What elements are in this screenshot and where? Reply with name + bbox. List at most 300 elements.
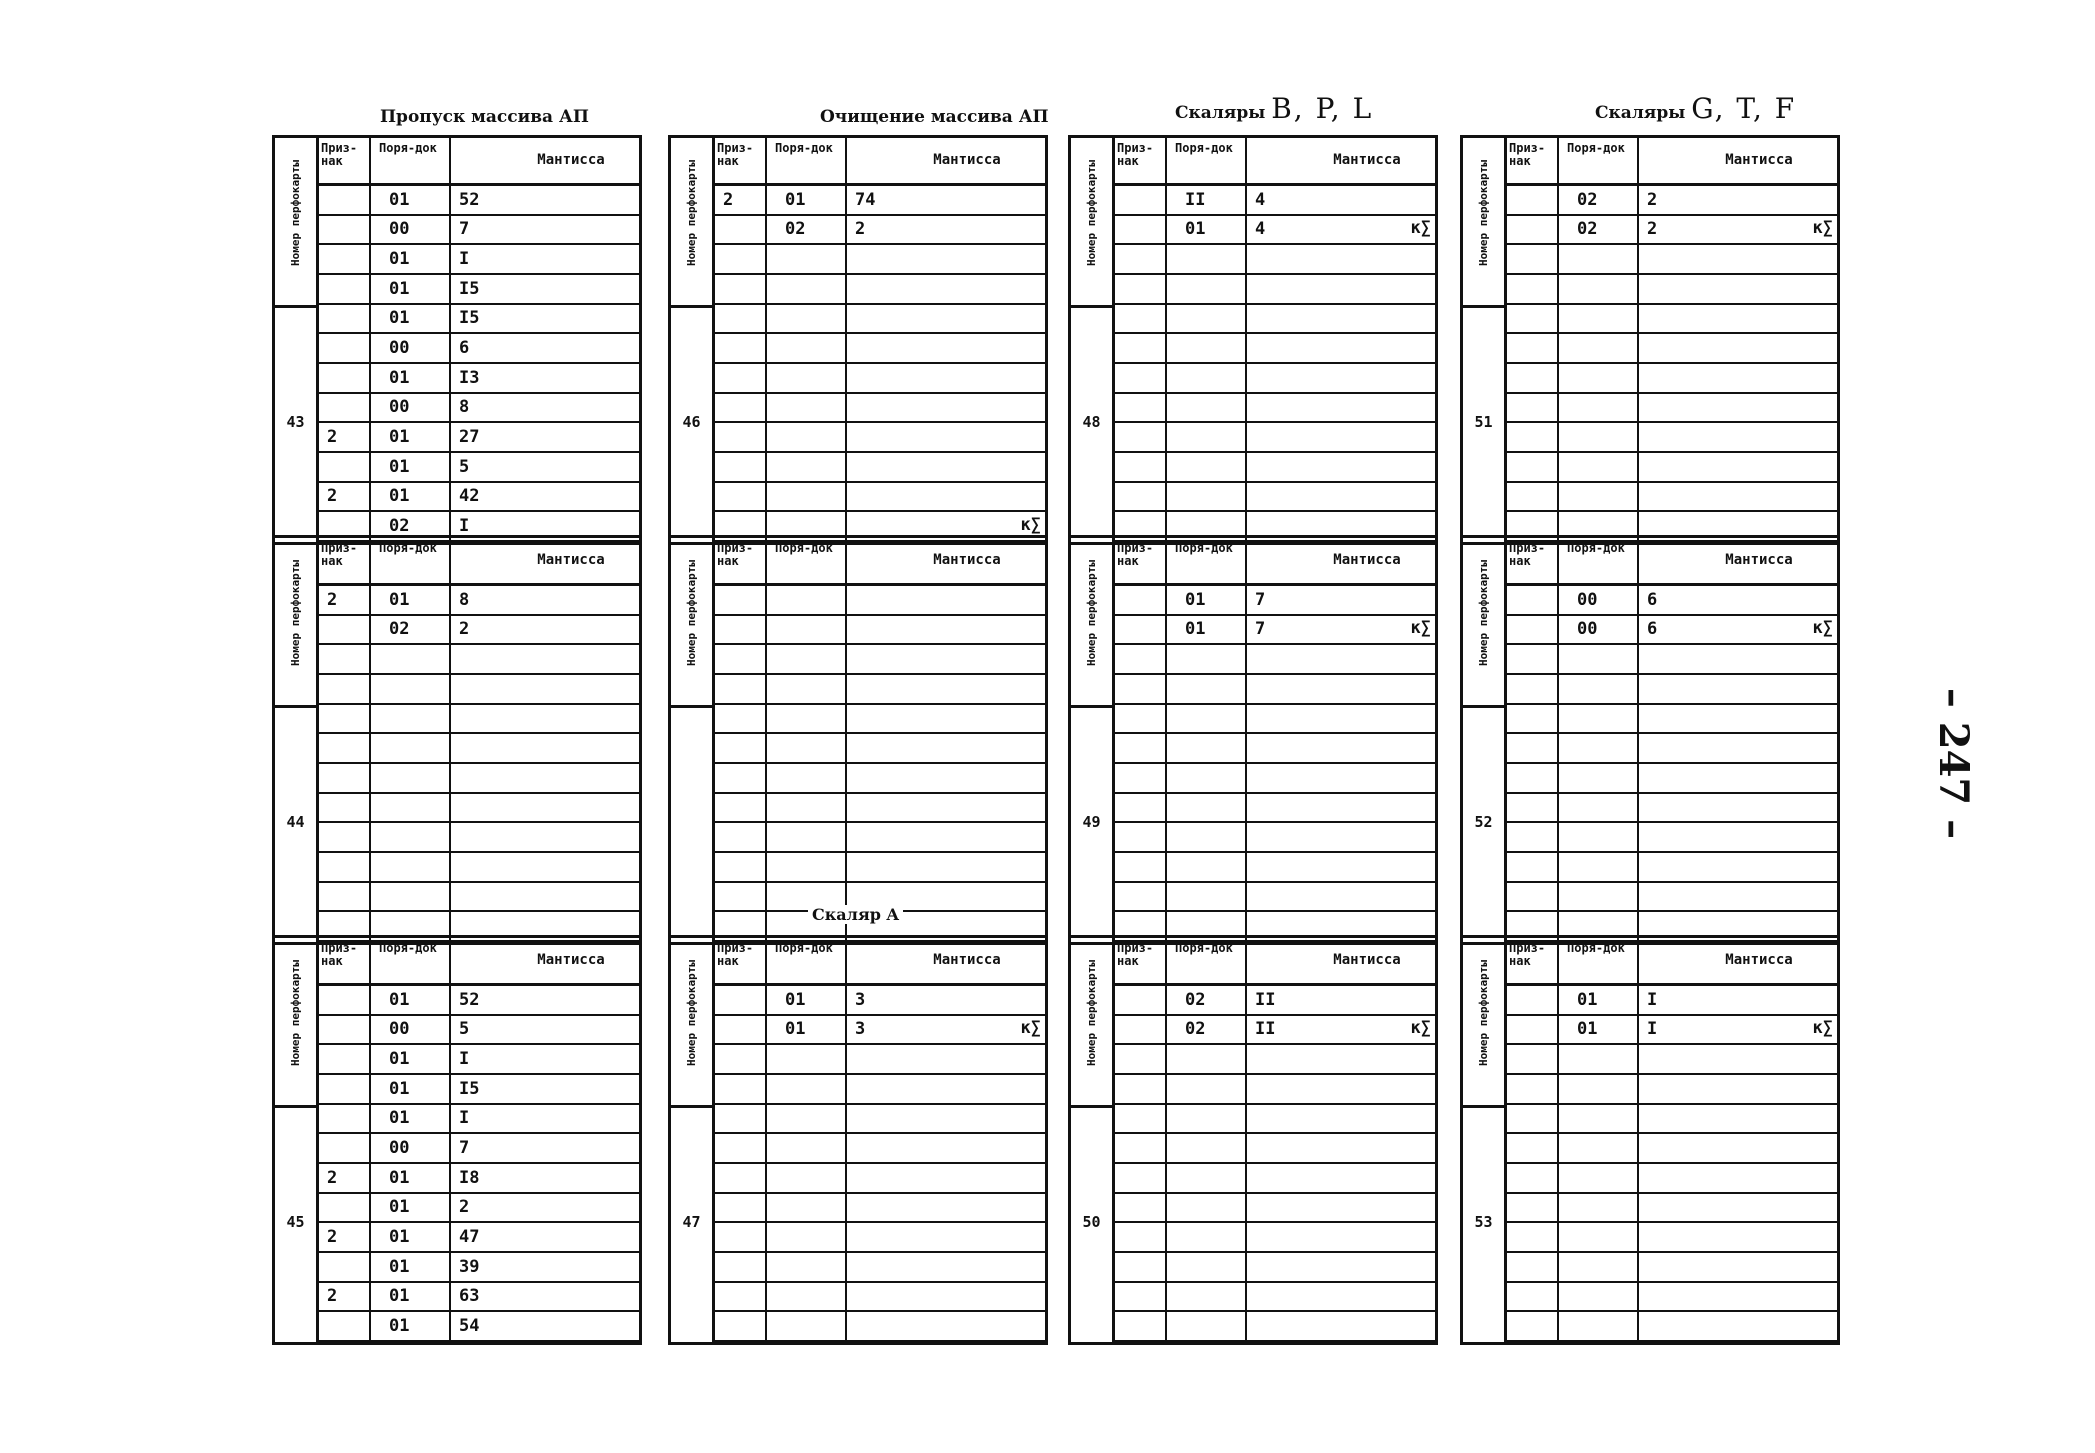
table-row	[1115, 334, 1435, 364]
table-row	[1115, 1075, 1435, 1105]
table-row	[319, 216, 639, 246]
table-row	[1115, 794, 1435, 824]
section-title-3: Скаляры B, P, L	[1175, 92, 1374, 125]
table-row	[319, 1223, 639, 1253]
table-header	[319, 938, 639, 986]
table-header	[319, 138, 639, 186]
table-header	[319, 538, 639, 586]
cell-mantissa: I	[459, 1049, 470, 1070]
table-row	[1115, 675, 1435, 705]
cell-mantissa: 2	[459, 619, 470, 640]
table-row	[715, 794, 1045, 824]
header-mantissa: Мантисса	[537, 552, 605, 568]
card-number: 48	[1082, 413, 1101, 432]
cell-mantissa: I	[1647, 989, 1658, 1010]
card-block-10	[668, 935, 1048, 1345]
table-row	[319, 334, 639, 364]
table-row	[319, 883, 639, 913]
section-title-1: Пропуск массива АП	[380, 107, 589, 127]
table-row	[1115, 1164, 1435, 1194]
table-row	[1507, 245, 1837, 275]
table-row	[319, 1253, 639, 1283]
card-number: 43	[286, 413, 305, 432]
table-row	[715, 1164, 1045, 1194]
table-row	[319, 423, 639, 453]
cell-order: 02	[1577, 219, 1598, 240]
cell-sign: 2	[327, 1227, 338, 1248]
table-row	[715, 986, 1045, 1016]
cell-order: 01	[1185, 219, 1206, 240]
table-row	[715, 1134, 1045, 1164]
card-number-column	[1463, 138, 1507, 542]
table-row	[1507, 1164, 1837, 1194]
card-number: 46	[682, 413, 701, 432]
cell-mantissa: I5	[459, 278, 480, 299]
card-number-label: Номер перфокарты	[1476, 160, 1490, 266]
cell-sign: 2	[327, 427, 338, 448]
table-row	[1507, 1016, 1837, 1046]
cell-order: 02	[1577, 189, 1598, 210]
card-block-3	[1068, 135, 1438, 545]
table-row	[715, 216, 1045, 246]
table-row	[1507, 1134, 1837, 1164]
table-row	[1507, 1105, 1837, 1135]
header-sign: Приз-нак	[1509, 141, 1546, 168]
table-row	[715, 305, 1045, 335]
header-sign: Приз-нак	[1117, 141, 1154, 168]
table-row	[1115, 394, 1435, 424]
card-number-column	[1071, 538, 1115, 942]
card-block-6	[668, 535, 1048, 945]
table-row	[319, 1194, 639, 1224]
table-row	[319, 1016, 639, 1046]
checksum-mark: к∑	[1812, 218, 1833, 239]
cell-order: 01	[389, 249, 410, 270]
cell-mantissa: II	[1255, 989, 1276, 1010]
table-row	[1115, 364, 1435, 394]
table-row	[319, 794, 639, 824]
table-row	[319, 1134, 639, 1164]
card-number-label: Номер перфокарты	[1084, 160, 1098, 266]
header-mantissa: Мантисса	[1725, 552, 1793, 568]
table-row	[715, 1105, 1045, 1135]
card-number-label: Номер перфокарты	[1476, 960, 1490, 1066]
cell-mantissa: II	[1255, 1019, 1276, 1040]
checksum-mark: к∑	[1020, 515, 1041, 536]
table-row	[715, 586, 1045, 616]
cell-order: 00	[389, 338, 410, 359]
cell-order: 02	[389, 516, 410, 537]
table-row	[715, 1283, 1045, 1313]
card-block-7	[1068, 535, 1438, 945]
card-number: 51	[1474, 413, 1493, 432]
table-header	[1507, 138, 1837, 186]
table-row	[1115, 1134, 1435, 1164]
cell-mantissa: 7	[459, 219, 470, 240]
cell-mantissa: 4	[1255, 219, 1266, 240]
table-row	[1115, 1194, 1435, 1224]
table-row	[1115, 216, 1435, 246]
table-row	[319, 616, 639, 646]
table-row	[319, 364, 639, 394]
table-row	[1115, 705, 1435, 735]
table-row	[1115, 245, 1435, 275]
card-number: 45	[286, 1213, 305, 1232]
table-row	[1507, 705, 1837, 735]
table-row	[1507, 1075, 1837, 1105]
cell-mantissa: 2	[855, 219, 866, 240]
card-number-column	[671, 938, 715, 1342]
header-mantissa: Мантисса	[1725, 952, 1793, 968]
card-block-11	[1068, 935, 1438, 1345]
card-number-column	[1071, 938, 1115, 1342]
header-mantissa: Мантисса	[1333, 952, 1401, 968]
table-row	[1507, 586, 1837, 616]
cell-mantissa: 2	[459, 1197, 470, 1218]
cell-order: 00	[389, 1138, 410, 1159]
card-block-2	[668, 135, 1048, 545]
table-row	[715, 705, 1045, 735]
card-number-label: Номер перфокарты	[684, 560, 698, 666]
card-number-label: Номер перфокарты	[1084, 960, 1098, 1066]
cell-mantissa: 2	[1647, 219, 1658, 240]
header-order: Поря-док	[1175, 141, 1233, 155]
table-row	[1115, 186, 1435, 216]
table-row	[715, 364, 1045, 394]
cell-mantissa: 6	[1647, 589, 1658, 610]
card-block-12	[1460, 935, 1840, 1345]
table-row	[1507, 986, 1837, 1016]
table-row	[319, 186, 639, 216]
cell-order: 01	[1185, 619, 1206, 640]
table-row	[1507, 645, 1837, 675]
header-sign: Приз-нак	[1509, 541, 1546, 568]
cell-mantissa: I3	[459, 367, 480, 388]
table-row	[1115, 483, 1435, 513]
table-row	[1115, 616, 1435, 646]
table-row	[1507, 334, 1837, 364]
card-number-label: Номер перфокарты	[1476, 560, 1490, 666]
table-row	[715, 1016, 1045, 1046]
card-number-label: Номер перфокарты	[1084, 560, 1098, 666]
cell-order: 01	[389, 189, 410, 210]
table-row	[1507, 216, 1837, 246]
card-number-label: Номер перфокарты	[288, 960, 302, 1066]
table-row	[319, 734, 639, 764]
cell-order: 01	[785, 989, 806, 1010]
table-row	[1115, 275, 1435, 305]
card-number-column	[671, 138, 715, 542]
card-number-label: Номер перфокарты	[684, 960, 698, 1066]
table-row	[319, 1075, 639, 1105]
table-row	[1507, 1283, 1837, 1313]
cell-order: 01	[389, 427, 410, 448]
card-block-1	[272, 135, 642, 545]
table-row	[1115, 1312, 1435, 1342]
table-row	[1115, 305, 1435, 335]
card-number: 47	[682, 1213, 701, 1232]
table-row	[319, 1312, 639, 1342]
checksum-mark: к∑	[1410, 618, 1431, 639]
table-row	[1507, 453, 1837, 483]
cell-order: II	[1185, 189, 1206, 210]
table-row	[319, 764, 639, 794]
table-row	[319, 1105, 639, 1135]
table-row	[715, 483, 1045, 513]
table-row	[319, 305, 639, 335]
cell-mantissa: I	[1647, 1019, 1658, 1040]
table-row	[715, 853, 1045, 883]
table-row	[319, 823, 639, 853]
cell-sign: 2	[327, 1167, 338, 1188]
cell-sign: 2	[327, 486, 338, 507]
header-sign: Приз-нак	[1117, 941, 1154, 968]
header-order: Поря-док	[775, 941, 833, 955]
cell-mantissa: 7	[1255, 589, 1266, 610]
table-row	[319, 1164, 639, 1194]
table-row	[1507, 734, 1837, 764]
cell-mantissa: 5	[459, 456, 470, 477]
table-row	[1115, 823, 1435, 853]
table-header	[1507, 538, 1837, 586]
table-row	[1115, 1253, 1435, 1283]
cell-order: 01	[785, 1019, 806, 1040]
checksum-mark: к∑	[1410, 218, 1431, 239]
header-sign: Приз-нак	[717, 541, 754, 568]
header-sign: Приз-нак	[717, 141, 754, 168]
table-row	[715, 1223, 1045, 1253]
table-row	[319, 645, 639, 675]
table-row	[319, 853, 639, 883]
header-order: Поря-док	[1175, 541, 1233, 555]
cell-order: 01	[389, 1167, 410, 1188]
table-row	[715, 1194, 1045, 1224]
card-number-column	[275, 538, 319, 942]
table-row	[319, 483, 639, 513]
cell-order: 01	[1185, 589, 1206, 610]
header-mantissa: Мантисса	[933, 552, 1001, 568]
cell-order: 00	[1577, 619, 1598, 640]
cell-mantissa: 7	[459, 1138, 470, 1159]
cell-order: 01	[389, 486, 410, 507]
scalar-a-label: Скаляр A	[808, 905, 903, 924]
cell-order: 01	[389, 1227, 410, 1248]
cell-mantissa: 74	[855, 189, 876, 210]
table-row	[1507, 823, 1837, 853]
card-number-label: Номер перфокарты	[288, 160, 302, 266]
header-sign: Приз-нак	[1117, 541, 1154, 568]
card-number-column	[275, 938, 319, 1342]
header-sign: Приз-нак	[717, 941, 754, 968]
card-number-column	[1463, 938, 1507, 1342]
header-mantissa: Мантисса	[537, 952, 605, 968]
table-row	[1507, 1223, 1837, 1253]
table-row	[319, 705, 639, 735]
table-row	[1507, 675, 1837, 705]
cell-order: 01	[389, 1286, 410, 1307]
page-number: – 247 –	[1930, 687, 1978, 840]
table-row	[1507, 483, 1837, 513]
header-order: Поря-док	[775, 141, 833, 155]
table-row	[319, 245, 639, 275]
cell-mantissa: 3	[855, 1019, 866, 1040]
cell-mantissa: I	[459, 249, 470, 270]
cell-mantissa: I5	[459, 308, 480, 329]
cell-mantissa: 2	[1647, 189, 1658, 210]
cell-mantissa: 39	[459, 1256, 480, 1277]
table-row	[1115, 764, 1435, 794]
header-mantissa: Мантисса	[933, 152, 1001, 168]
cell-mantissa: 3	[855, 989, 866, 1010]
table-row	[1115, 586, 1435, 616]
checksum-mark: к∑	[1410, 1018, 1431, 1039]
table-row	[1115, 645, 1435, 675]
cell-order: 01	[389, 1078, 410, 1099]
table-row	[715, 1045, 1045, 1075]
header-order: Поря-док	[379, 141, 437, 155]
table-row	[1507, 883, 1837, 913]
table-row	[1507, 1194, 1837, 1224]
table-row	[715, 1075, 1045, 1105]
cell-order: 01	[389, 278, 410, 299]
card-number-label: Номер перфокарты	[288, 560, 302, 666]
card-number: 52	[1474, 813, 1493, 832]
table-row	[715, 1312, 1045, 1342]
card-number-column	[1071, 138, 1115, 542]
table-row	[319, 986, 639, 1016]
header-sign: Приз-нак	[321, 941, 358, 968]
table-row	[1507, 364, 1837, 394]
card-number: 50	[1082, 1213, 1101, 1232]
cell-order: 01	[389, 308, 410, 329]
table-row	[1115, 734, 1435, 764]
table-row	[715, 186, 1045, 216]
cell-order: 01	[389, 1049, 410, 1070]
header-order: Поря-док	[1567, 941, 1625, 955]
table-row	[715, 764, 1045, 794]
cell-mantissa: 7	[1255, 619, 1266, 640]
cell-order: 02	[389, 619, 410, 640]
table-row	[1115, 1105, 1435, 1135]
table-row	[1115, 453, 1435, 483]
cell-mantissa: 4	[1255, 189, 1266, 210]
table-row	[319, 453, 639, 483]
cell-order: 01	[1577, 1019, 1598, 1040]
table-header	[1507, 938, 1837, 986]
table-row	[715, 334, 1045, 364]
header-sign: Приз-нак	[321, 541, 358, 568]
table-row	[1507, 764, 1837, 794]
card-block-5	[272, 535, 642, 945]
table-row	[1115, 986, 1435, 1016]
table-header	[1115, 938, 1435, 986]
header-order: Поря-док	[1567, 541, 1625, 555]
table-row	[319, 394, 639, 424]
cell-order: 00	[1577, 589, 1598, 610]
header-order: Поря-док	[1567, 141, 1625, 155]
table-row	[715, 1253, 1045, 1283]
cell-mantissa: 52	[459, 989, 480, 1010]
table-row	[1115, 883, 1435, 913]
table-row	[1115, 1283, 1435, 1313]
table-row	[715, 245, 1045, 275]
header-mantissa: Мантисса	[1333, 552, 1401, 568]
card-block-8	[1460, 535, 1840, 945]
cell-order: 01	[785, 189, 806, 210]
cell-mantissa: 8	[459, 397, 470, 418]
table-row	[1115, 853, 1435, 883]
header-mantissa: Мантисса	[537, 152, 605, 168]
section-title-4: Скаляры G, T, F	[1595, 92, 1797, 125]
table-row	[1115, 1045, 1435, 1075]
card-number: 49	[1082, 813, 1101, 832]
table-row	[1507, 794, 1837, 824]
cell-order: 01	[389, 367, 410, 388]
header-mantissa: Мантисса	[933, 952, 1001, 968]
cell-order: 02	[1185, 989, 1206, 1010]
cell-order: 01	[389, 1316, 410, 1337]
header-order: Поря-док	[379, 541, 437, 555]
table-row	[1507, 1045, 1837, 1075]
header-sign: Приз-нак	[321, 141, 358, 168]
cell-mantissa: 47	[459, 1227, 480, 1248]
card-block-9	[272, 935, 642, 1345]
table-header	[715, 138, 1045, 186]
card-number-column	[671, 538, 715, 942]
table-row	[319, 275, 639, 305]
checksum-mark: к∑	[1812, 1018, 1833, 1039]
cell-mantissa: I8	[459, 1167, 480, 1188]
table-header	[715, 938, 1045, 986]
table-row	[1507, 186, 1837, 216]
cell-mantissa: 63	[459, 1286, 480, 1307]
card-number: 44	[286, 813, 305, 832]
cell-mantissa: 54	[459, 1316, 480, 1337]
cell-mantissa: 5	[459, 1019, 470, 1040]
table-row	[715, 823, 1045, 853]
header-sign: Приз-нак	[1509, 941, 1546, 968]
cell-order: 00	[389, 397, 410, 418]
cell-order: 01	[1577, 989, 1598, 1010]
table-row	[1115, 423, 1435, 453]
section-title-2: Очищение массива АП	[820, 107, 1049, 127]
header-order: Поря-док	[1175, 941, 1233, 955]
cell-order: 01	[389, 1197, 410, 1218]
cell-mantissa: 6	[1647, 619, 1658, 640]
cell-mantissa: 8	[459, 589, 470, 610]
header-order: Поря-док	[775, 541, 833, 555]
cell-sign: 2	[327, 1286, 338, 1307]
cell-mantissa: I5	[459, 1078, 480, 1099]
table-row	[319, 1045, 639, 1075]
header-mantissa: Мантисса	[1333, 152, 1401, 168]
cell-mantissa: 42	[459, 486, 480, 507]
table-header	[715, 538, 1045, 586]
table-row	[715, 275, 1045, 305]
checksum-mark: к∑	[1020, 1018, 1041, 1039]
cell-sign: 2	[327, 589, 338, 610]
table-row	[1507, 305, 1837, 335]
cell-order: 00	[389, 1019, 410, 1040]
table-row	[1507, 1253, 1837, 1283]
card-number-column	[1463, 538, 1507, 942]
cell-mantissa: I	[459, 1108, 470, 1129]
cell-mantissa: I	[459, 516, 470, 537]
cell-order: 01	[389, 589, 410, 610]
table-row	[715, 675, 1045, 705]
table-row	[1507, 616, 1837, 646]
card-number: 53	[1474, 1213, 1493, 1232]
